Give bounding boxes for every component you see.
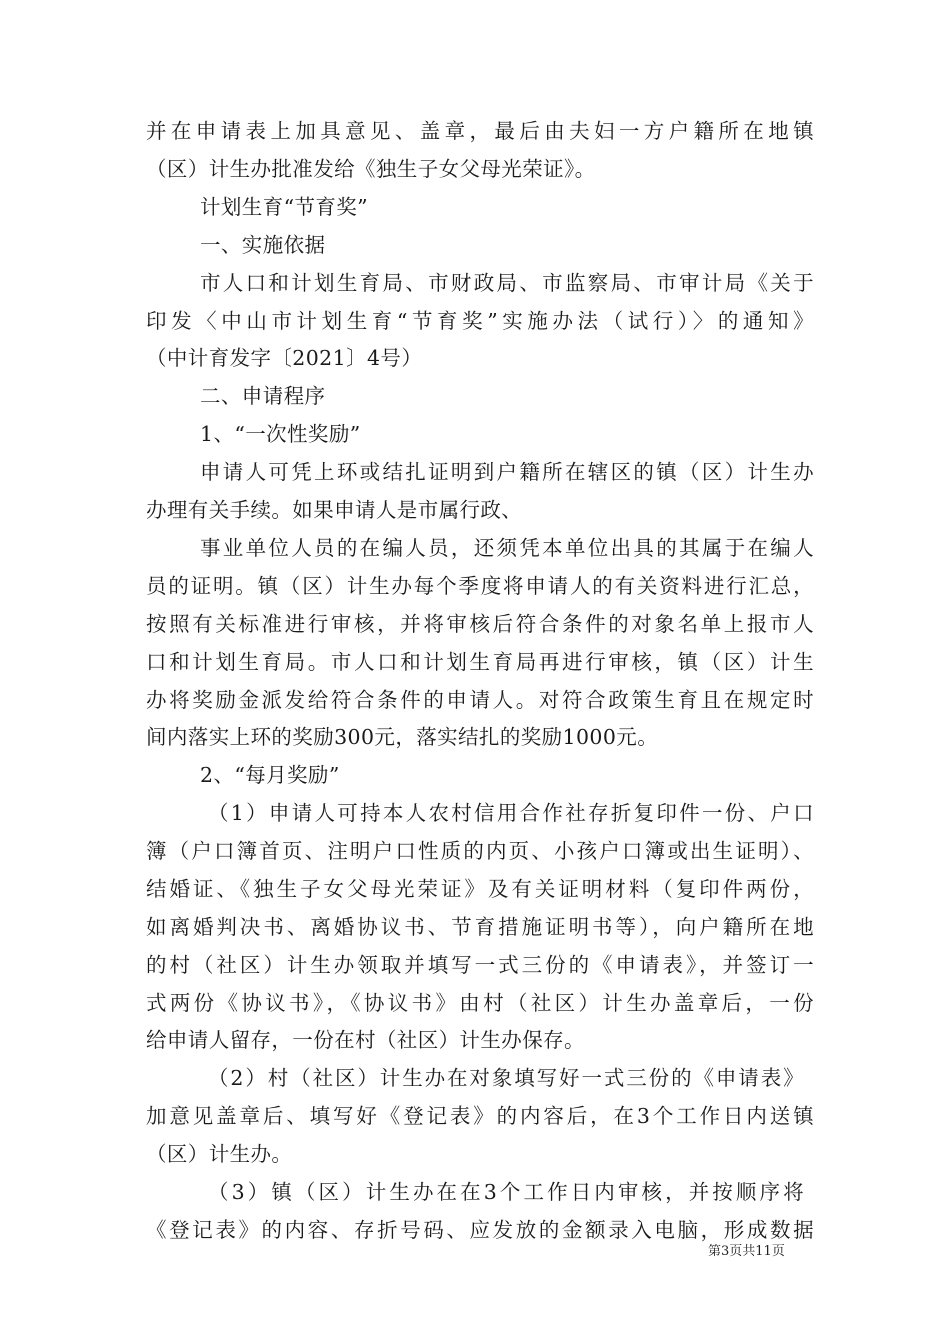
paragraph-line: 如离婚判决书、离婚协议书、节育措施证明书等），向户籍所在地 <box>146 915 814 939</box>
paragraph-line: 申请人可凭上环或结扎证明到户籍所在辖区的镇（区）计生办 <box>200 460 814 484</box>
paragraph-line: 式两份《协议书》，《协议书》由村（社区）计生办盖章后，一份 <box>146 991 814 1015</box>
paragraph-line: 事业单位人员的在编人员，还须凭本单位出具的其属于在编人 <box>200 536 814 560</box>
paragraph-line: （3）镇（区）计生办在在3个工作日内审核，并按顺序将 <box>208 1180 804 1204</box>
paragraph-line: 《登记表》的内容、存折号码、应发放的金额录入电脑，形成数据 <box>146 1218 814 1242</box>
paragraph-line: 印发〈中山市计划生育“节育奖”实施办法（试行）〉的通知》 <box>146 309 814 333</box>
paragraph-line: （区）计生办。 <box>146 1142 293 1166</box>
section-title: 计划生育“节育奖” <box>200 195 369 219</box>
page-number: 第3页共11页 <box>708 1244 785 1259</box>
paragraph-line: （2）村（社区）计生办在对象填写好一式三份的《申请表》 <box>208 1066 804 1090</box>
paragraph-line: 按照有关标准进行审核，并将审核后符合条件的对象名单上报市人 <box>146 612 814 636</box>
paragraph-line: 的村（社区）计生办领取并填写一式三份的《申请表》，并签订一 <box>146 953 814 977</box>
paragraph-line: 结婚证、《独生子女父母光荣证》及有关证明材料（复印件两份， <box>146 877 814 901</box>
paragraph-line: 员的证明。镇（区）计生办每个季度将申请人的有关资料进行汇总， <box>146 574 814 598</box>
paragraph-line: （区）计生办批准发给《独生子女父母光荣证》。 <box>146 157 596 181</box>
paragraph-line: （中计育发字〔2021〕4号） <box>146 346 423 370</box>
paragraph-line: 加意见盖章后、填写好《登记表》的内容后，在3个工作日内送镇 <box>146 1104 814 1128</box>
subsection-heading: 2、“每月奖励” <box>200 763 340 787</box>
paragraph-line: 簿（户口簿首页、注明户口性质的内页、小孩户口簿或出生证明）、 <box>146 839 814 863</box>
paragraph-line: （1）申请人可持本人农村信用合作社存折复印件一份、户口 <box>208 801 814 825</box>
section-heading: 一、实施依据 <box>200 233 326 257</box>
subsection-heading: 1、“一次性奖励” <box>200 422 361 446</box>
paragraph-line: 办将奖励金派发给符合条件的申请人。对符合政策生育且在规定时 <box>146 688 814 712</box>
paragraph-line: 并在申请表上加具意见、盖章，最后由夫妇一方户籍所在地镇 <box>146 119 814 143</box>
paragraph-line: 间内落实上环的奖励300元，落实结扎的奖励1000元。 <box>146 725 659 749</box>
paragraph-line: 办理有关手续。如果申请人是市属行政、 <box>146 498 523 522</box>
paragraph-line: 市人口和计划生育局、市财政局、市监察局、市审计局《关于 <box>200 271 814 295</box>
paragraph-line: 给申请人留存，一份在村（社区）计生办保存。 <box>146 1028 585 1052</box>
paragraph-line: 口和计划生育局。市人口和计划生育局再进行审核，镇（区）计生 <box>146 650 814 674</box>
section-heading: 二、申请程序 <box>200 384 326 408</box>
